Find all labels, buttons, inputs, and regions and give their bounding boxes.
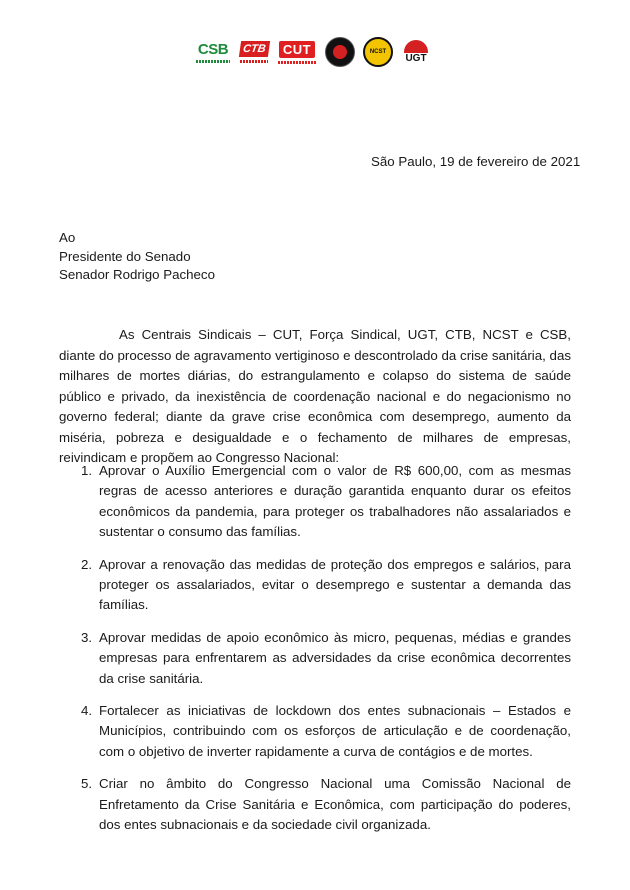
list-item-number: 3.: [81, 629, 93, 645]
list-item-text: Aprovar a renovação das medidas de proteção dos empregos e salários, para proteger os assalariados, evitar o desemprego e sustentar a demanda das famílias.: [99, 556, 571, 613]
intro-paragraph: As Centrais Sindicais – CUT, Força Sindical, UGT, CTB, NCST e CSB, diante do processo de agravamento vertiginoso e descontrolado da crise sanitária, das milhares de mortes diárias, do estrangulamento e colapso do sistema de saúde público e privado, da inexistência de coordenação nacional e do negacionismo no governo federal; diante da grave crise econômica com desemprego, aumento da miséria, pobreza e desigualdade e o fechamento de milhares de empresas, reivindicam e propõem ao Congresso Nacional:: [59, 327, 571, 465]
ugt-logo-text: UGT: [405, 52, 427, 64]
list-item-text: Aprovar o Auxílio Emergencial com o valor de R$ 600,00, com as mesmas regras de acesso anteriores e duração garantida enquanto durar os efeitos econômicos da pandemia, para proteger os trabalhadores não assalariados e sustentar o consumo das famílias.: [99, 463, 571, 540]
recipient-title: Presidente do Senado: [59, 248, 191, 264]
ugt-arc-icon: [404, 40, 428, 53]
cut-logo: [277, 37, 317, 67]
ctb-logo: [239, 37, 269, 67]
ctb-logo-text: CTB: [239, 41, 270, 57]
list-item-number: 2.: [81, 556, 93, 572]
ncst-logo: [363, 37, 393, 67]
list-item: [59, 628, 571, 689]
list-item-text: Criar no âmbito do Congresso Nacional uma Comissão Nacional de Enfretamento da Crise Sanitária e Econômica, com participação do poderes, dos entes subnacionais e da sociedade civil organizada.: [99, 776, 571, 833]
list-item: [59, 461, 571, 543]
list-item-number: 5.: [81, 776, 93, 792]
recipient-name: Senador Rodrigo Pacheco: [59, 267, 215, 282]
list-item: [59, 701, 571, 762]
ugt-logo: [401, 37, 431, 67]
recipient-line: Ao: [59, 230, 76, 245]
cut-logo-text: CUT: [279, 41, 315, 58]
csb-logo-text: CSB: [197, 40, 229, 58]
list-item: [59, 555, 571, 616]
forca-sindical-emblem-icon: [333, 45, 347, 59]
list-item-text: Aprovar medidas de apoio econômico às micro, pequenas, médias e grandes empresas para enfrentarem as adversidades da crise econômica decorrentes da crise sanitária.: [99, 629, 571, 686]
list-item-number: 4.: [81, 703, 93, 719]
forca-sindical-logo: [325, 37, 355, 67]
list-item-number: 1.: [81, 463, 93, 478]
csb-logo: [195, 37, 231, 67]
recipient-block: [59, 229, 215, 285]
list-item-text: Fortalecer as iniciativas de lockdown dos entes subnacionais – Estados e Municípios, contribuindo com os esforços de articulação e de coordenação, com o objetivo de inverter rapidamente a curva de contágios e de mortes.: [99, 703, 571, 759]
union-logos: [195, 37, 431, 67]
ncst-logo-text: NCST: [369, 49, 387, 55]
letter-date: São Paulo, 19 de fevereiro de 2021: [371, 154, 581, 169]
demands-list: [59, 461, 571, 848]
list-item: [59, 774, 571, 835]
